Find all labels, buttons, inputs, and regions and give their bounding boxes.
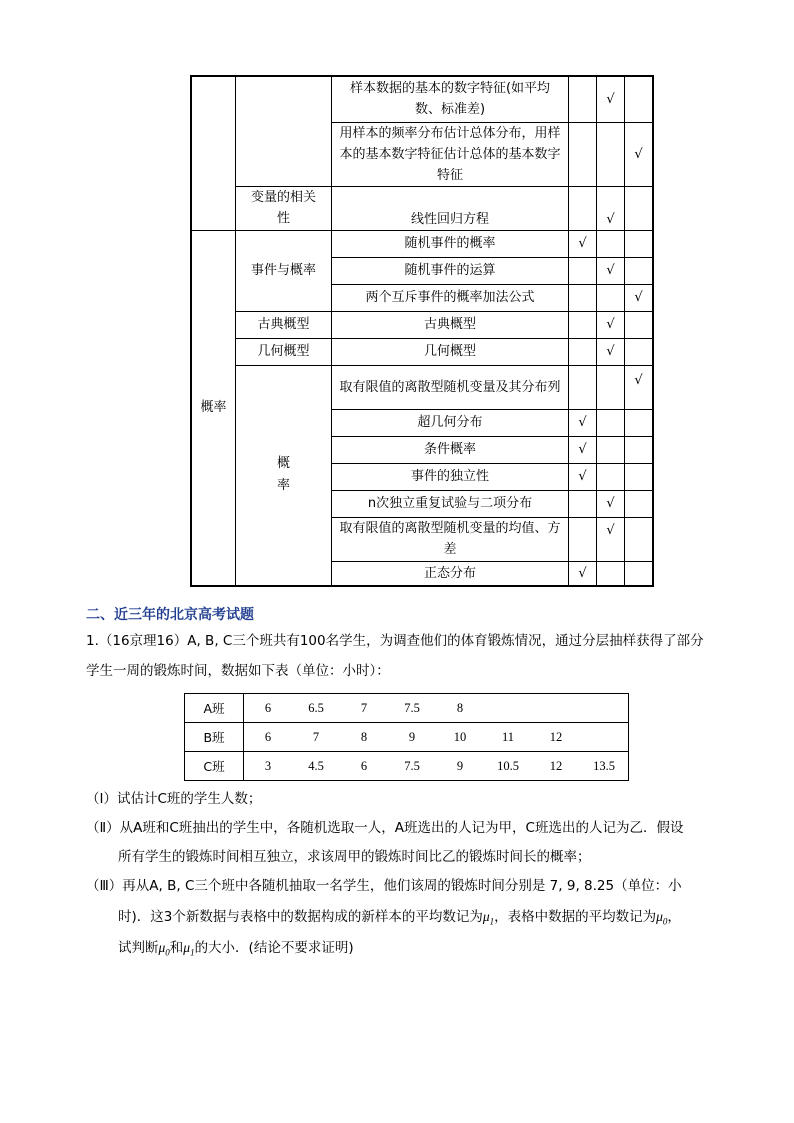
table-cell: 6 xyxy=(244,694,293,723)
check-mark: √ xyxy=(569,436,597,463)
table-cell: 3 xyxy=(244,752,293,781)
mark-cell xyxy=(625,561,654,586)
check-mark: √ xyxy=(625,122,654,186)
table-cell: 8 xyxy=(340,723,388,752)
part-3-line3 xyxy=(118,934,728,967)
table-cell: 12 xyxy=(532,723,580,752)
check-mark: √ xyxy=(569,463,597,490)
check-mark: √ xyxy=(597,76,625,122)
mark-cell xyxy=(597,365,625,409)
text-span: 试判断 xyxy=(118,940,159,956)
table-row xyxy=(185,752,629,781)
mark-cell xyxy=(625,517,654,561)
table-cell: 4.5 xyxy=(292,752,340,781)
check-mark: √ xyxy=(597,257,625,284)
mark-cell xyxy=(569,311,597,338)
check-mark: √ xyxy=(625,284,654,311)
mark-cell xyxy=(569,257,597,284)
table-row xyxy=(191,230,653,257)
subscript: 0 xyxy=(165,947,170,958)
subcategory-label: 概率 xyxy=(276,456,290,494)
mu0-symbol xyxy=(158,940,170,958)
question-intro-line2: 学生一周的锻炼时间，数据如下表（单位：小时）： xyxy=(86,663,390,679)
table-cell: 7 xyxy=(292,723,340,752)
table-cell xyxy=(580,694,629,723)
topic-cell: 两个互斥事件的概率加法公式 xyxy=(332,284,569,311)
part-1: （Ⅰ）试估计C班的学生人数； xyxy=(86,791,262,807)
table-cell xyxy=(532,694,580,723)
table-cell xyxy=(484,694,532,723)
table-row xyxy=(191,311,653,338)
subcategory-cell: 事件与概率 xyxy=(236,230,332,311)
class-label: C班 xyxy=(185,752,244,781)
class-label: B班 xyxy=(185,723,244,752)
part-2-line1: （Ⅱ）从A班和C班抽出的学生中，各随机选取一人，A班选出的人记为甲，C班选出的人记为乙．假设 xyxy=(86,820,684,836)
mu1-symbol xyxy=(183,940,195,958)
subscript: 1 xyxy=(489,916,495,927)
text-span: ， xyxy=(667,909,681,925)
subcategory-cell: 几何概型 xyxy=(236,338,332,365)
topic-cell: 正态分布 xyxy=(332,561,569,586)
mark-cell xyxy=(625,311,654,338)
table-cell: 7.5 xyxy=(388,752,436,781)
subcategory-cell xyxy=(236,365,332,586)
topic-cell: 条件概率 xyxy=(332,436,569,463)
table-cell: 6 xyxy=(340,752,388,781)
table-cell: 9 xyxy=(436,752,484,781)
check-mark: √ xyxy=(569,409,597,436)
mark-cell xyxy=(597,436,625,463)
mark-cell xyxy=(625,257,654,284)
table-cell: 7 xyxy=(340,694,388,723)
table-row xyxy=(191,365,653,409)
subcategory-cell: 古典概型 xyxy=(236,311,332,338)
mu1-symbol xyxy=(482,909,495,927)
table-cell: 6 xyxy=(244,723,293,752)
part-2-line2: 所有学生的锻炼时间相互独立，求该周甲的锻炼时间比乙的锻炼时间长的概率； xyxy=(118,849,591,865)
mark-cell xyxy=(569,490,597,517)
table-cell xyxy=(580,723,629,752)
text-span: 的大小．(结论不要求证明) xyxy=(194,940,354,956)
mark-cell xyxy=(597,409,625,436)
mu-letter: μ xyxy=(482,909,490,924)
mark-cell xyxy=(625,436,654,463)
table-row xyxy=(191,76,653,122)
table-cell: 8 xyxy=(436,694,484,723)
mark-cell xyxy=(625,338,654,365)
mark-cell xyxy=(569,122,597,186)
category-cell xyxy=(191,76,236,230)
category-cell: 概率 xyxy=(191,230,236,586)
text-span: 时)．这3个新数据与表格中的数据构成的新样本的平均数记为 xyxy=(118,909,483,925)
table-row xyxy=(191,338,653,365)
text-span: 和 xyxy=(169,940,184,956)
mark-cell xyxy=(569,338,597,365)
mark-cell xyxy=(625,230,654,257)
mark-cell xyxy=(569,365,597,409)
topic-cell: 线性回归方程 xyxy=(332,186,569,230)
subscript: 0 xyxy=(662,916,668,927)
mark-cell xyxy=(597,463,625,490)
table-row xyxy=(185,723,629,752)
topic-cell: 超几何分布 xyxy=(332,409,569,436)
topic-cell: 几何概型 xyxy=(332,338,569,365)
section-title: 二、近三年的北京高考试题 xyxy=(86,607,254,623)
class-label: A班 xyxy=(185,694,244,723)
table-row xyxy=(191,186,653,230)
mark-cell xyxy=(625,186,654,230)
subcategory-cell xyxy=(236,76,332,186)
mark-cell xyxy=(625,409,654,436)
topic-cell: 用样本的频率分布估计总体分布，用样本的基本数字特征估计总体的基本数字特征 xyxy=(332,122,569,186)
part-3-line1: （Ⅲ）再从A, B, C三个班中各随机抽取一名学生，他们该周的锻炼时间分别是 7, 9, 8.25（单位：小 xyxy=(86,878,682,894)
topic-cell: 古典概型 xyxy=(332,311,569,338)
question-intro-line1: 1.（16京理16）A, B, C三个班共有100名学生，为调查他们的体育锻炼情况，通过分层抽样获得了部分 xyxy=(86,633,704,649)
exercise-time-table xyxy=(184,693,629,781)
table-cell: 7.5 xyxy=(388,694,436,723)
check-mark: √ xyxy=(597,186,625,230)
mark-cell xyxy=(625,463,654,490)
text-span: ，表格中数据的平均数记为 xyxy=(494,909,657,925)
topic-cell: 事件的独立性 xyxy=(332,463,569,490)
topic-cell: 取有限值的离散型随机变量及其分布列 xyxy=(332,365,569,409)
check-mark: √ xyxy=(597,311,625,338)
mark-cell xyxy=(625,490,654,517)
topic-cell: 随机事件的概率 xyxy=(332,230,569,257)
mark-cell xyxy=(625,76,654,122)
check-mark: √ xyxy=(569,561,597,586)
table-cell: 10.5 xyxy=(484,752,532,781)
mark-cell xyxy=(569,517,597,561)
mark-cell xyxy=(569,284,597,311)
mark-cell xyxy=(597,122,625,186)
syllabus-table xyxy=(190,75,654,587)
part-3-line2 xyxy=(118,903,728,936)
subcategory-cell: 变量的相关性 xyxy=(236,186,332,230)
mu-letter: μ xyxy=(183,940,191,955)
topic-cell: n次独立重复试验与二项分布 xyxy=(332,490,569,517)
table-cell: 11 xyxy=(484,723,532,752)
mark-cell xyxy=(597,230,625,257)
table-cell: 9 xyxy=(388,723,436,752)
table-cell: 6.5 xyxy=(292,694,340,723)
topic-cell: 随机事件的运算 xyxy=(332,257,569,284)
table-cell: 13.5 xyxy=(580,752,629,781)
check-mark: √ xyxy=(625,365,654,409)
check-mark: √ xyxy=(597,338,625,365)
mu0-symbol xyxy=(656,909,668,927)
check-mark: √ xyxy=(597,490,625,517)
topic-cell: 样本数据的基本的数字特征(如平均数、标准差) xyxy=(332,76,569,122)
mark-cell xyxy=(569,76,597,122)
check-mark: √ xyxy=(569,230,597,257)
topic-cell: 取有限值的离散型随机变量的均值、方差 xyxy=(332,517,569,561)
mu-letter: μ xyxy=(158,940,166,955)
check-mark: √ xyxy=(597,517,625,561)
table-cell: 10 xyxy=(436,723,484,752)
table-row xyxy=(185,694,629,723)
subscript: 1 xyxy=(190,947,195,958)
mark-cell xyxy=(597,284,625,311)
table-cell: 12 xyxy=(532,752,580,781)
mu-letter: μ xyxy=(656,909,663,924)
mark-cell xyxy=(597,561,625,586)
mark-cell xyxy=(569,186,597,230)
